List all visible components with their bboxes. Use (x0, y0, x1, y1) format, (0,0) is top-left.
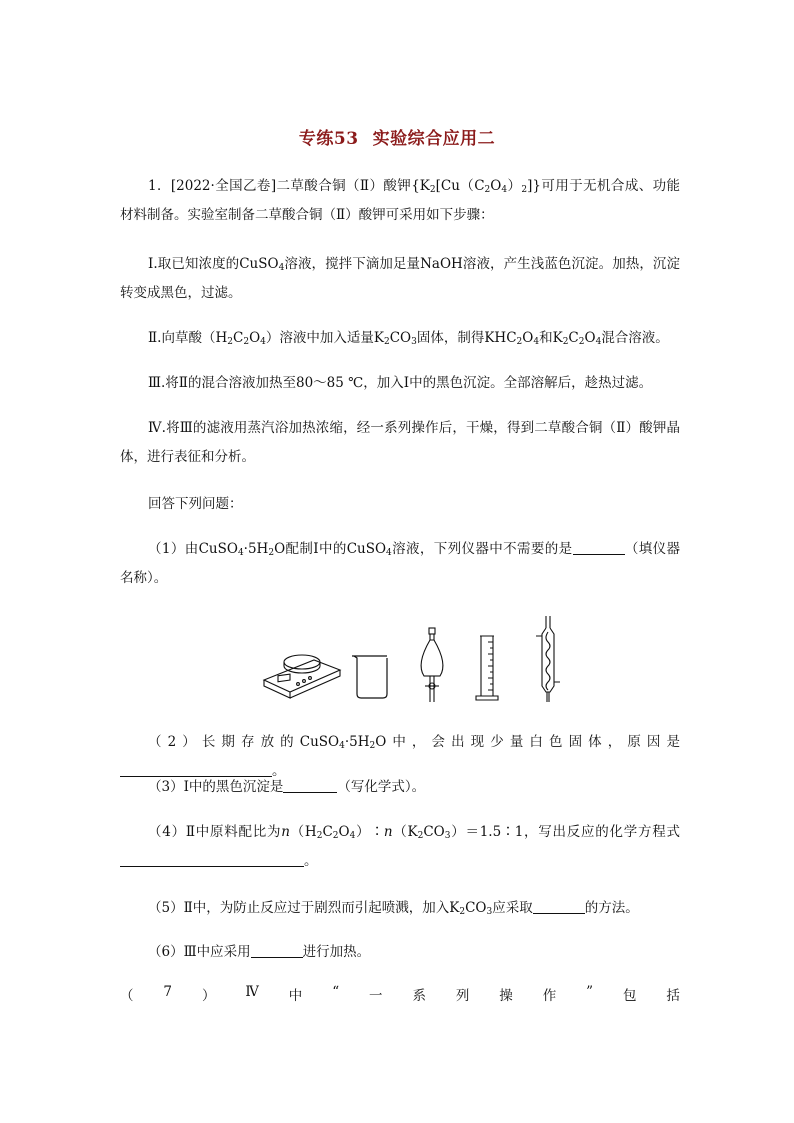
question-3: （3）Ⅰ中的黑色沉淀是 （写化学式）。 (148, 779, 426, 795)
q7-token: 作 (542, 988, 557, 1004)
q7-token: 括 (666, 988, 680, 1004)
beaker-icon (352, 656, 387, 698)
separatory-funnel-icon (421, 628, 443, 702)
graduated-cylinder-icon (476, 636, 498, 700)
q7-token: 操 (499, 988, 513, 1004)
step-2: Ⅱ.向草酸$(H_2C_2O_4)$溶液中加入适量$K_2CO_3$固体，制得$KHC_2O_4$和$K_2C_2O_4$混合溶液。 (148, 330, 669, 347)
step-1: Ⅰ.取已知浓度的CuSO$_4$溶液，搅拌下滴加足量NaOH溶液，产生浅蓝色沉淀。加热，沉淀转变成黑色，过滤。 (120, 256, 680, 301)
q7-token: （ (120, 988, 134, 1004)
answer-blank-4[interactable] (120, 852, 304, 867)
intro-paragraph: 1．[2022·全国乙卷]二草酸合铜（Ⅱ）酸钾$\{K_2[Cu(C_2O_4)_2]\}$可用于无机合成、功能材料制备。实验室制备二草酸合铜（Ⅱ）酸钾可采用如下步骤： (120, 178, 681, 223)
step-4: Ⅳ.将Ⅲ的滤液用蒸汽浴加热浓缩，经一系列操作后，干燥，得到二草酸合铜（Ⅱ）酸钾晶体，进行表征和分析。 (120, 420, 680, 465)
answer-prompt: 回答下列问题： (148, 496, 243, 512)
q7-token: 包 (622, 988, 637, 1004)
question-2: （2）长期存放的$CuSO_4\cdot 5H_2O$中，会出现少量白色固体，原因是。 (120, 728, 680, 786)
question-5: （5）Ⅱ中，为防止反应过于剧烈而引起喷溅，加入$K_2CO_3$应采取 的方法。 (148, 900, 639, 917)
q7-token: ” (586, 984, 594, 1000)
q7-token: 系 (412, 988, 426, 1004)
question-1: （1）由$CuSO_4\cdot 5H_2O$配制Ⅰ中的CuSO$_4$溶液，下列仪器中不需要的是 （填仪器名称）。 (120, 541, 681, 586)
q7-token: 中 (288, 988, 303, 1004)
question-4: （4）Ⅱ中原料配比为$n(H_2C_2O_4)∶n(K_2CO_3)=1.5∶1$，写出反应的化学方程式。 (120, 818, 680, 876)
condenser-icon (536, 616, 560, 702)
answer-blank-3[interactable] (283, 778, 337, 793)
q7-token: 列 (455, 988, 470, 1004)
answer-blank-6[interactable] (251, 943, 303, 958)
q7-token: ） (201, 988, 216, 1004)
answer-blank-5[interactable] (533, 899, 585, 914)
q7-token: 7 (163, 984, 173, 1000)
question-6: （6）Ⅲ中应采用 进行加热。 (148, 944, 371, 960)
q7-token: 一 (369, 988, 383, 1004)
page-title: 专练53 实验综合应用二 (298, 129, 496, 149)
question-7 (120, 984, 680, 1004)
apparatus-figure (262, 614, 572, 704)
electronic-balance-icon (264, 655, 340, 698)
step-3: Ⅲ.将Ⅱ的混合溶液加热至80～85 ℃，加入Ⅰ中的黑色沉淀。全部溶解后，趁热过滤。 (148, 375, 653, 391)
answer-blank-1[interactable] (573, 540, 625, 555)
q7-token: “ (332, 984, 340, 1000)
q7-token: Ⅳ (245, 984, 259, 1000)
